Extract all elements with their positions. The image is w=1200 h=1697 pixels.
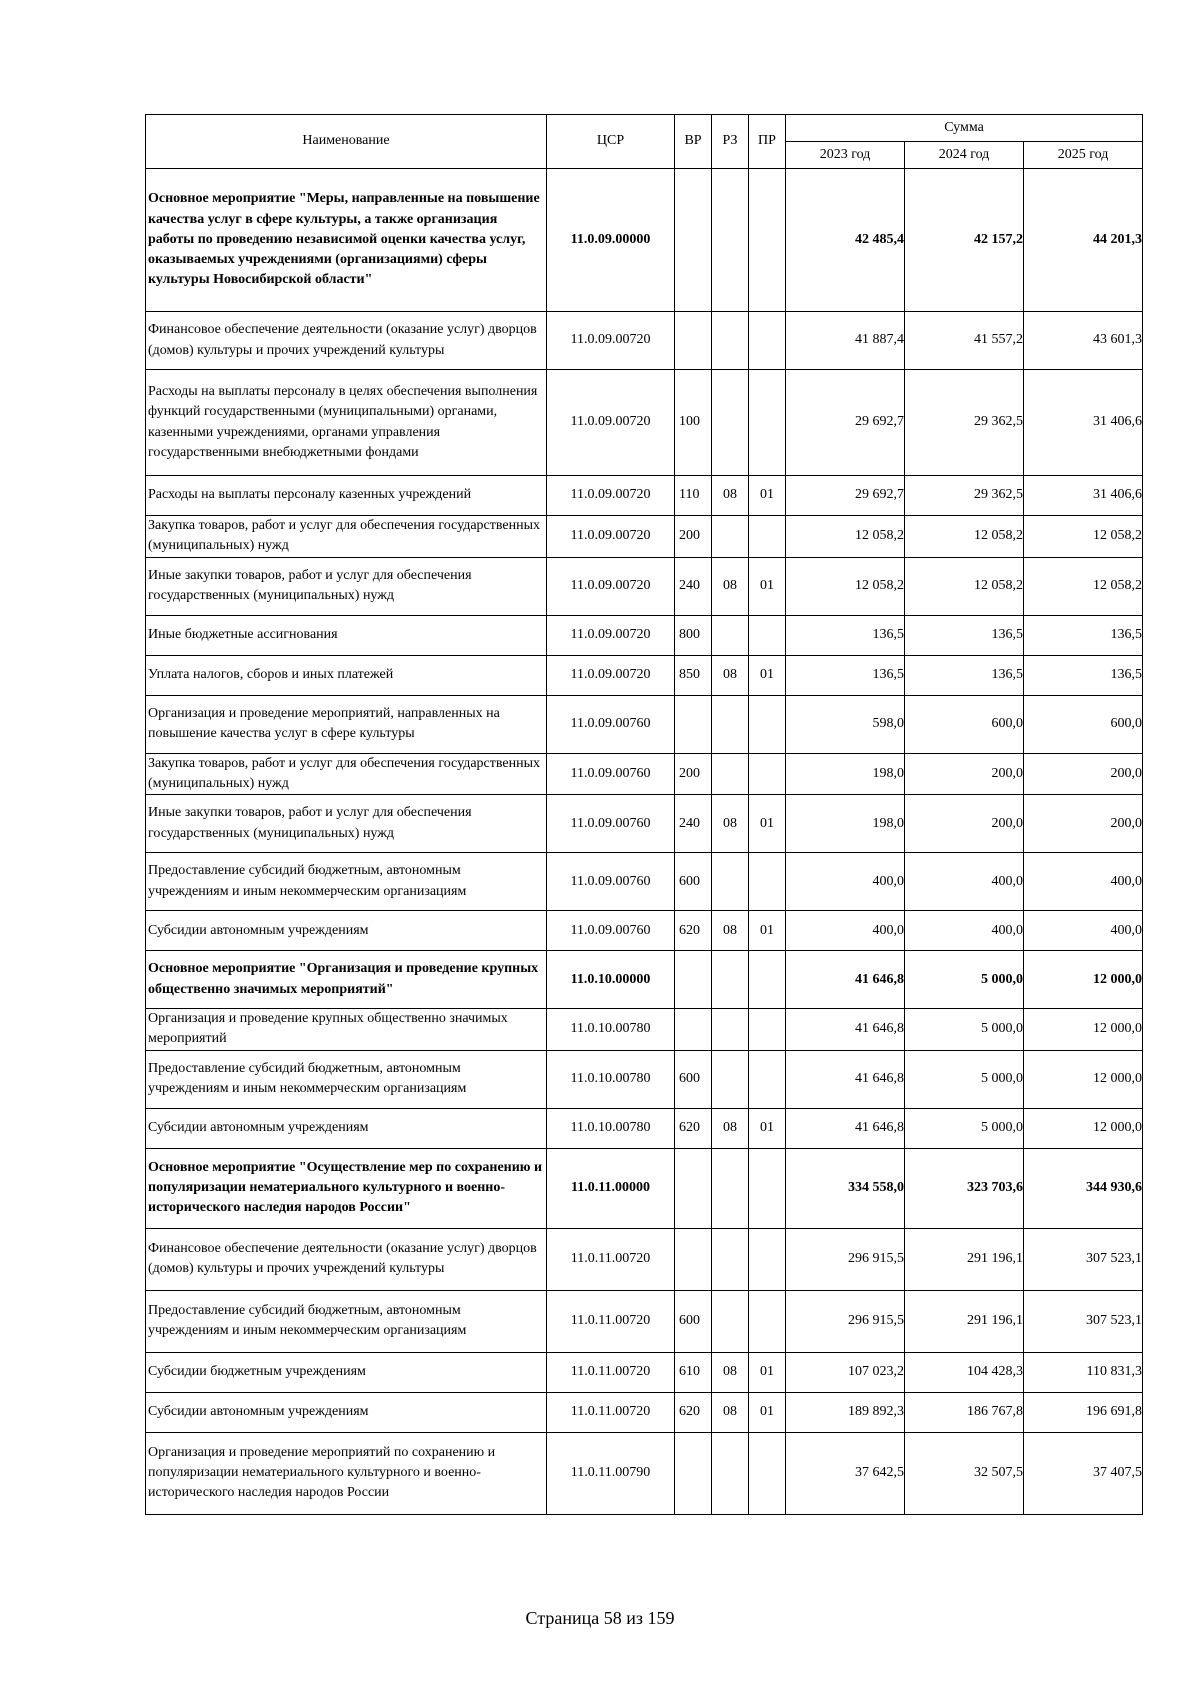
table-row (146, 655, 1143, 695)
header-year-2024: 2024 год (905, 142, 1024, 169)
cell-name: Расходы на выплаты персоналу в целях обеспечения выполнения функций государственными (муниципальными) органами, казенными учреждениями, органами управления государственными внебюджетными фондами (146, 370, 547, 476)
cell-pr (749, 1050, 786, 1108)
table-row (146, 1148, 1143, 1228)
cell-rz: 08 (712, 476, 749, 516)
cell-name: Субсидии бюджетным учреждениям (146, 1352, 547, 1392)
cell-rz (712, 853, 749, 911)
cell-sum-2024: 200,0 (905, 795, 1024, 853)
cell-vr (675, 1432, 712, 1514)
cell-sum-2023: 29 692,7 (786, 370, 905, 476)
cell-vr: 620 (675, 1108, 712, 1148)
table-row (146, 1050, 1143, 1108)
table-row (146, 1290, 1143, 1352)
cell-pr (749, 753, 786, 795)
cell-name: Иные бюджетные ассигнования (146, 615, 547, 655)
cell-csr: 11.0.09.00760 (547, 695, 675, 753)
cell-sum-2025: 31 406,6 (1024, 370, 1143, 476)
cell-pr (749, 370, 786, 476)
cell-sum-2024: 323 703,6 (905, 1148, 1024, 1228)
cell-vr: 100 (675, 370, 712, 476)
cell-pr (749, 1228, 786, 1290)
cell-sum-2024: 42 157,2 (905, 169, 1024, 312)
cell-pr: 01 (749, 557, 786, 615)
table-row (146, 370, 1143, 476)
cell-sum-2025: 196 691,8 (1024, 1392, 1143, 1432)
header-pr: ПР (749, 115, 786, 169)
cell-sum-2023: 12 058,2 (786, 557, 905, 615)
cell-vr: 240 (675, 795, 712, 853)
cell-vr: 800 (675, 615, 712, 655)
cell-sum-2023: 41 887,4 (786, 312, 905, 370)
cell-name: Уплата налогов, сборов и иных платежей (146, 655, 547, 695)
cell-csr: 11.0.10.00780 (547, 1050, 675, 1108)
cell-sum-2025: 31 406,6 (1024, 476, 1143, 516)
cell-rz (712, 1009, 749, 1051)
cell-vr (675, 312, 712, 370)
cell-name: Расходы на выплаты персоналу казенных учреждений (146, 476, 547, 516)
cell-vr: 110 (675, 476, 712, 516)
cell-name: Предоставление субсидий бюджетным, автономным учреждениям и иным некоммерческим организациям (146, 1290, 547, 1352)
cell-pr (749, 516, 786, 558)
cell-rz (712, 951, 749, 1009)
cell-csr: 11.0.09.00720 (547, 557, 675, 615)
cell-rz (712, 615, 749, 655)
cell-pr (749, 1148, 786, 1228)
cell-csr: 11.0.09.00720 (547, 655, 675, 695)
cell-sum-2023: 400,0 (786, 853, 905, 911)
cell-rz (712, 169, 749, 312)
cell-sum-2023: 400,0 (786, 911, 905, 951)
cell-rz: 08 (712, 795, 749, 853)
cell-sum-2025: 110 831,3 (1024, 1352, 1143, 1392)
table-row (146, 853, 1143, 911)
table-row (146, 911, 1143, 951)
cell-sum-2023: 334 558,0 (786, 1148, 905, 1228)
cell-sum-2024: 200,0 (905, 753, 1024, 795)
cell-vr (675, 1009, 712, 1051)
cell-sum-2023: 136,5 (786, 655, 905, 695)
cell-sum-2024: 29 362,5 (905, 370, 1024, 476)
table-row (146, 169, 1143, 312)
cell-csr: 11.0.09.00760 (547, 795, 675, 853)
table-row (146, 557, 1143, 615)
cell-sum-2025: 12 000,0 (1024, 1050, 1143, 1108)
cell-rz (712, 312, 749, 370)
cell-rz (712, 1432, 749, 1514)
cell-csr: 11.0.10.00780 (547, 1108, 675, 1148)
cell-sum-2024: 136,5 (905, 655, 1024, 695)
cell-name: Финансовое обеспечение деятельности (оказание услуг) дворцов (домов) культуры и прочих учреждений культуры (146, 312, 547, 370)
table-row (146, 951, 1143, 1009)
cell-vr: 200 (675, 753, 712, 795)
cell-csr: 11.0.09.00720 (547, 516, 675, 558)
cell-pr: 01 (749, 911, 786, 951)
table-row (146, 615, 1143, 655)
cell-sum-2025: 600,0 (1024, 695, 1143, 753)
cell-pr: 01 (749, 1392, 786, 1432)
cell-sum-2025: 307 523,1 (1024, 1228, 1143, 1290)
cell-pr (749, 312, 786, 370)
cell-rz: 08 (712, 1352, 749, 1392)
cell-sum-2025: 12 000,0 (1024, 1108, 1143, 1148)
cell-sum-2025: 400,0 (1024, 853, 1143, 911)
table-row (146, 1432, 1143, 1514)
cell-sum-2025: 344 930,6 (1024, 1148, 1143, 1228)
cell-name: Организация и проведение мероприятий по сохранению и популяризации нематериального культурного и военно-исторического наследия народов России (146, 1432, 547, 1514)
cell-sum-2023: 42 485,4 (786, 169, 905, 312)
table-row (146, 516, 1143, 558)
cell-vr: 200 (675, 516, 712, 558)
cell-sum-2023: 189 892,3 (786, 1392, 905, 1432)
cell-name: Финансовое обеспечение деятельности (оказание услуг) дворцов (домов) культуры и прочих учреждений культуры (146, 1228, 547, 1290)
cell-name: Иные закупки товаров, работ и услуг для обеспечения государственных (муниципальных) нужд (146, 795, 547, 853)
cell-pr (749, 169, 786, 312)
cell-sum-2025: 200,0 (1024, 795, 1143, 853)
cell-sum-2024: 400,0 (905, 853, 1024, 911)
cell-pr (749, 1432, 786, 1514)
cell-sum-2024: 12 058,2 (905, 557, 1024, 615)
cell-rz (712, 516, 749, 558)
cell-sum-2025: 12 000,0 (1024, 951, 1143, 1009)
cell-sum-2024: 600,0 (905, 695, 1024, 753)
cell-rz (712, 1148, 749, 1228)
cell-rz (712, 753, 749, 795)
cell-pr (749, 615, 786, 655)
header-vr: ВР (675, 115, 712, 169)
cell-csr: 11.0.09.00760 (547, 911, 675, 951)
table-row (146, 1009, 1143, 1051)
cell-vr (675, 695, 712, 753)
cell-pr (749, 1009, 786, 1051)
cell-vr: 620 (675, 1392, 712, 1432)
header-rz: РЗ (712, 115, 749, 169)
cell-sum-2025: 200,0 (1024, 753, 1143, 795)
cell-sum-2025: 37 407,5 (1024, 1432, 1143, 1514)
cell-sum-2023: 29 692,7 (786, 476, 905, 516)
cell-vr: 610 (675, 1352, 712, 1392)
cell-pr (749, 1290, 786, 1352)
cell-sum-2025: 44 201,3 (1024, 169, 1143, 312)
cell-pr (749, 853, 786, 911)
cell-csr: 11.0.09.00720 (547, 370, 675, 476)
cell-csr: 11.0.11.00000 (547, 1148, 675, 1228)
cell-sum-2025: 307 523,1 (1024, 1290, 1143, 1352)
cell-sum-2023: 41 646,8 (786, 1009, 905, 1051)
cell-name: Предоставление субсидий бюджетным, автономным учреждениям и иным некоммерческим организациям (146, 853, 547, 911)
cell-name: Закупка товаров, работ и услуг для обеспечения государственных (муниципальных) нужд (146, 753, 547, 795)
cell-csr: 11.0.09.00000 (547, 169, 675, 312)
cell-sum-2024: 5 000,0 (905, 1009, 1024, 1051)
cell-sum-2025: 136,5 (1024, 615, 1143, 655)
cell-csr: 11.0.09.00760 (547, 853, 675, 911)
cell-csr: 11.0.11.00720 (547, 1290, 675, 1352)
cell-sum-2024: 5 000,0 (905, 1108, 1024, 1148)
cell-sum-2023: 37 642,5 (786, 1432, 905, 1514)
header-name: Наименование (146, 115, 547, 169)
cell-rz (712, 695, 749, 753)
cell-sum-2023: 41 646,8 (786, 1108, 905, 1148)
cell-sum-2023: 136,5 (786, 615, 905, 655)
cell-sum-2025: 12 058,2 (1024, 516, 1143, 558)
cell-name: Основное мероприятие "Меры, направленные на повышение качества услуг в сфере культуры, а также организация работы по проведению независимой оценки качества услуг, оказываемых учреждениями (организациями) сферы культуры Новосибирской области" (146, 169, 547, 312)
cell-sum-2023: 296 915,5 (786, 1228, 905, 1290)
cell-sum-2024: 12 058,2 (905, 516, 1024, 558)
cell-sum-2024: 291 196,1 (905, 1228, 1024, 1290)
cell-pr (749, 951, 786, 1009)
cell-sum-2024: 5 000,0 (905, 1050, 1024, 1108)
table-row (146, 476, 1143, 516)
cell-vr: 240 (675, 557, 712, 615)
cell-name: Организация и проведение мероприятий, направленных на повышение качества услуг в сфере культуры (146, 695, 547, 753)
cell-sum-2023: 198,0 (786, 753, 905, 795)
cell-rz (712, 1050, 749, 1108)
cell-vr: 600 (675, 1290, 712, 1352)
table-row (146, 1108, 1143, 1148)
cell-sum-2024: 136,5 (905, 615, 1024, 655)
header-csr: ЦСР (547, 115, 675, 169)
header-year-2023: 2023 год (786, 142, 905, 169)
cell-name: Организация и проведение крупных общественно значимых мероприятий (146, 1009, 547, 1051)
cell-csr: 11.0.11.00720 (547, 1392, 675, 1432)
cell-pr: 01 (749, 655, 786, 695)
cell-name: Закупка товаров, работ и услуг для обеспечения государственных (муниципальных) нужд (146, 516, 547, 558)
cell-csr: 11.0.11.00720 (547, 1228, 675, 1290)
cell-vr: 600 (675, 853, 712, 911)
cell-pr: 01 (749, 476, 786, 516)
cell-pr: 01 (749, 795, 786, 853)
cell-rz: 08 (712, 655, 749, 695)
cell-vr (675, 951, 712, 1009)
cell-name: Субсидии автономным учреждениям (146, 1392, 547, 1432)
cell-sum-2023: 296 915,5 (786, 1290, 905, 1352)
page-number: Страница 58 из 159 (525, 1608, 675, 1628)
cell-vr: 600 (675, 1050, 712, 1108)
cell-pr: 01 (749, 1352, 786, 1392)
cell-sum-2025: 12 000,0 (1024, 1009, 1143, 1051)
cell-name: Субсидии автономным учреждениям (146, 911, 547, 951)
cell-sum-2025: 43 601,3 (1024, 312, 1143, 370)
table-row (146, 753, 1143, 795)
cell-csr: 11.0.09.00720 (547, 312, 675, 370)
table-row (146, 1352, 1143, 1392)
cell-name: Основное мероприятие "Осуществление мер по сохранению и популяризации нематериального культурного и военно-исторического наследия народов России" (146, 1148, 547, 1228)
cell-sum-2024: 104 428,3 (905, 1352, 1024, 1392)
table-row (146, 795, 1143, 853)
cell-csr: 11.0.10.00780 (547, 1009, 675, 1051)
cell-rz (712, 1290, 749, 1352)
cell-sum-2024: 186 767,8 (905, 1392, 1024, 1432)
cell-sum-2024: 291 196,1 (905, 1290, 1024, 1352)
cell-csr: 11.0.11.00720 (547, 1352, 675, 1392)
cell-csr: 11.0.11.00790 (547, 1432, 675, 1514)
cell-vr: 620 (675, 911, 712, 951)
cell-rz (712, 370, 749, 476)
cell-vr (675, 1228, 712, 1290)
budget-table (145, 114, 1143, 1515)
cell-rz: 08 (712, 1108, 749, 1148)
cell-sum-2023: 41 646,8 (786, 1050, 905, 1108)
cell-rz: 08 (712, 1392, 749, 1432)
cell-name: Основное мероприятие "Организация и проведение крупных общественно значимых мероприятий" (146, 951, 547, 1009)
cell-rz: 08 (712, 557, 749, 615)
cell-sum-2023: 41 646,8 (786, 951, 905, 1009)
cell-name: Предоставление субсидий бюджетным, автономным учреждениям и иным некоммерческим организациям (146, 1050, 547, 1108)
table-body (146, 169, 1143, 1515)
cell-csr: 11.0.09.00760 (547, 753, 675, 795)
cell-sum-2024: 41 557,2 (905, 312, 1024, 370)
table-row (146, 1392, 1143, 1432)
cell-pr (749, 695, 786, 753)
header-year-2025: 2025 год (1024, 142, 1143, 169)
cell-name: Иные закупки товаров, работ и услуг для обеспечения государственных (муниципальных) нужд (146, 557, 547, 615)
table-row (146, 1228, 1143, 1290)
cell-sum-2025: 12 058,2 (1024, 557, 1143, 615)
cell-sum-2023: 198,0 (786, 795, 905, 853)
cell-rz: 08 (712, 911, 749, 951)
table-row (146, 695, 1143, 753)
header-sum: Сумма (786, 115, 1143, 142)
cell-sum-2025: 400,0 (1024, 911, 1143, 951)
cell-sum-2023: 12 058,2 (786, 516, 905, 558)
table-row (146, 312, 1143, 370)
cell-sum-2024: 29 362,5 (905, 476, 1024, 516)
cell-vr (675, 1148, 712, 1228)
cell-sum-2024: 32 507,5 (905, 1432, 1024, 1514)
cell-sum-2024: 5 000,0 (905, 951, 1024, 1009)
cell-sum-2023: 107 023,2 (786, 1352, 905, 1392)
cell-rz (712, 1228, 749, 1290)
cell-name: Субсидии автономным учреждениям (146, 1108, 547, 1148)
cell-csr: 11.0.10.00000 (547, 951, 675, 1009)
cell-vr: 850 (675, 655, 712, 695)
cell-vr (675, 169, 712, 312)
cell-csr: 11.0.09.00720 (547, 476, 675, 516)
cell-sum-2024: 400,0 (905, 911, 1024, 951)
cell-sum-2023: 598,0 (786, 695, 905, 753)
cell-csr: 11.0.09.00720 (547, 615, 675, 655)
cell-sum-2025: 136,5 (1024, 655, 1143, 695)
cell-pr: 01 (749, 1108, 786, 1148)
